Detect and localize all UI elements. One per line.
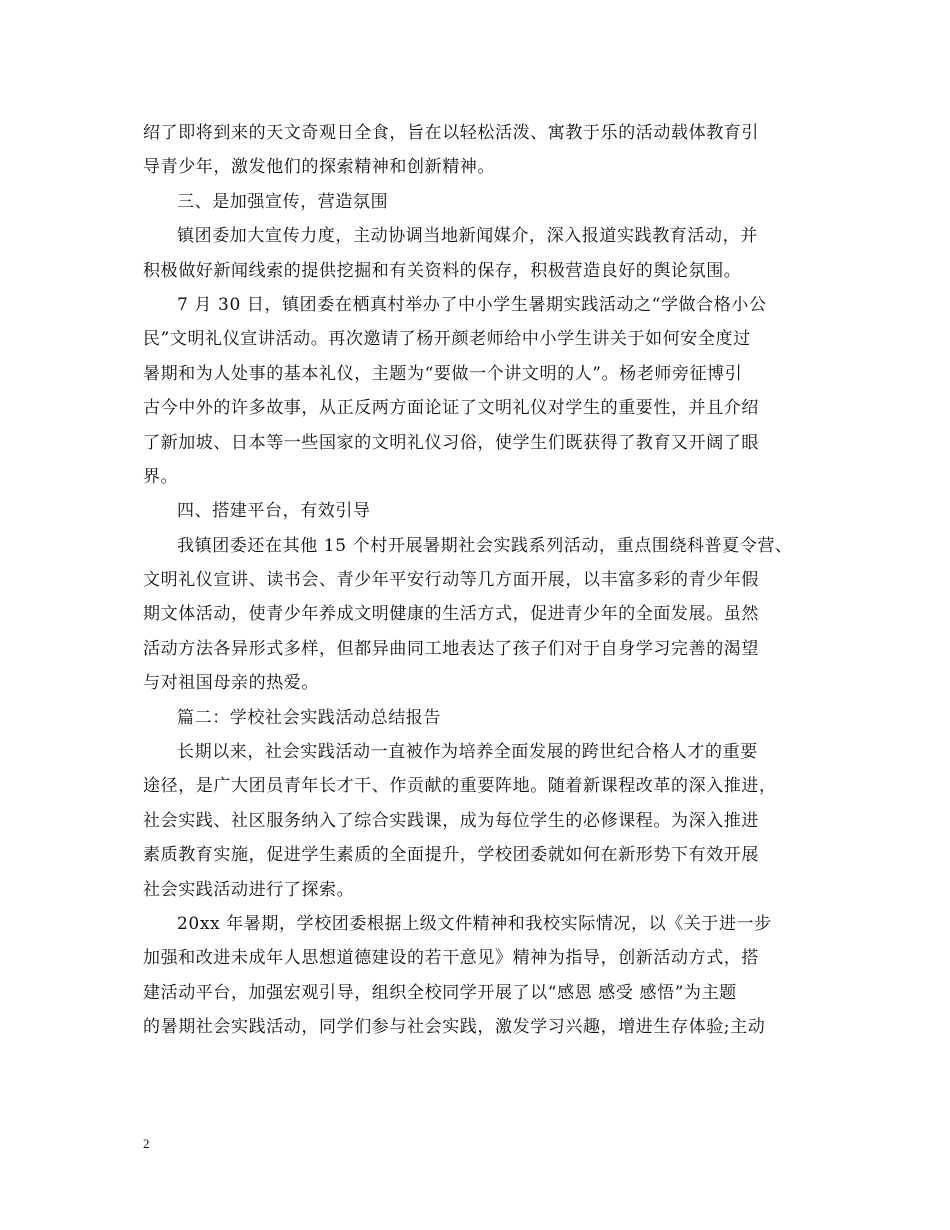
text-line: 社会实践活动进行了探索。: [143, 879, 355, 900]
text-line: 界。: [143, 466, 179, 487]
text-line: 7 月 30 日，镇团委在栖真村举办了中小学生暑期实践活动之“学做合格小公: [177, 294, 767, 315]
text-line: 期文体活动，使青少年养成文明健康的生活方式，促进青少年的全面发展。虽然: [143, 604, 759, 625]
text-line: 的暑期社会实践活动，同学们参与社会实践，激发学习兴趣，增进生存体验;主动: [143, 1017, 766, 1038]
text-line: 与对祖国母亲的热爱。: [143, 673, 319, 694]
text-line: 了新加坡、日本等一些国家的文明礼仪习俗，使学生们既获得了教育又开阔了眼: [143, 432, 759, 453]
text-line: 镇团委加大宣传力度，主动协调当地新闻媒介，深入报道实践教育活动，并: [177, 226, 758, 247]
text-line: 素质教育实施，促进学生素质的全面提升，学校团委就如何在新形势下有效开展: [143, 845, 759, 866]
text-line: 民”文明礼仪宣讲活动。再次邀请了杨开颜老师给中小学生讲关于如何安全度过: [143, 329, 751, 350]
text-line: 长期以来，社会实践活动一直被作为培养全面发展的跨世纪合格人才的重要: [177, 742, 758, 763]
text-line: 导青少年，激发他们的探索精神和创新精神。: [143, 157, 495, 178]
text-line: 20xx 年暑期，学校团委根据上级文件精神和我校实际情况，以《关于进一步: [177, 913, 772, 934]
text-line: 暑期和为人处事的基本礼仪，主题为“要做一个讲文明的人”。杨老师旁征博引: [143, 363, 743, 384]
text-line: 途径，是广大团员青年长才干、作贡献的重要阵地。随着新课程改革的深入推进，: [143, 776, 777, 797]
text-line: 篇二：学校社会实践活动总结报告: [177, 707, 441, 728]
text-line: 积极做好新闻线索的提供挖掘和有关资料的保存，积极营造良好的舆论氛围。: [143, 260, 742, 281]
text-line: 社会实践、社区服务纳入了综合实践课，成为每位学生的必修课程。为深入推进: [143, 810, 759, 831]
text-line: 文明礼仪宣讲、读书会、青少年平安行动等几方面开展，以丰富多彩的青少年假: [143, 570, 759, 591]
text-line: 我镇团委还在其他 15 个村开展暑期社会实践系列活动，重点围绕科普夏令营、: [177, 535, 793, 556]
text-line: 古今中外的许多故事，从正反两方面论证了文明礼仪对学生的重要性，并且介绍: [143, 398, 759, 419]
page-number: 2: [143, 1136, 150, 1151]
text-line: 活动方法各异形式多样，但都异曲同工地表达了孩子们对于自身学习完善的渴望: [143, 638, 759, 659]
text-line: 加强和改进未成年人思想道德建设的若干意见》精神为指导，创新活动方式，搭: [143, 948, 759, 969]
body-text: [143, 116, 823, 1045]
text-line: 三、是加强宣传，营造氛围: [177, 191, 389, 212]
text-line: 建活动平台，加强宏观引导，组织全校同学开展了以“感恩 感受 感悟”为主题: [143, 982, 737, 1003]
text-line: 四、搭建平台，有效引导: [177, 501, 371, 522]
text-line: 绍了即将到来的天文奇观日全食，旨在以轻松活泼、寓教于乐的活动载体教育引: [143, 123, 759, 143]
